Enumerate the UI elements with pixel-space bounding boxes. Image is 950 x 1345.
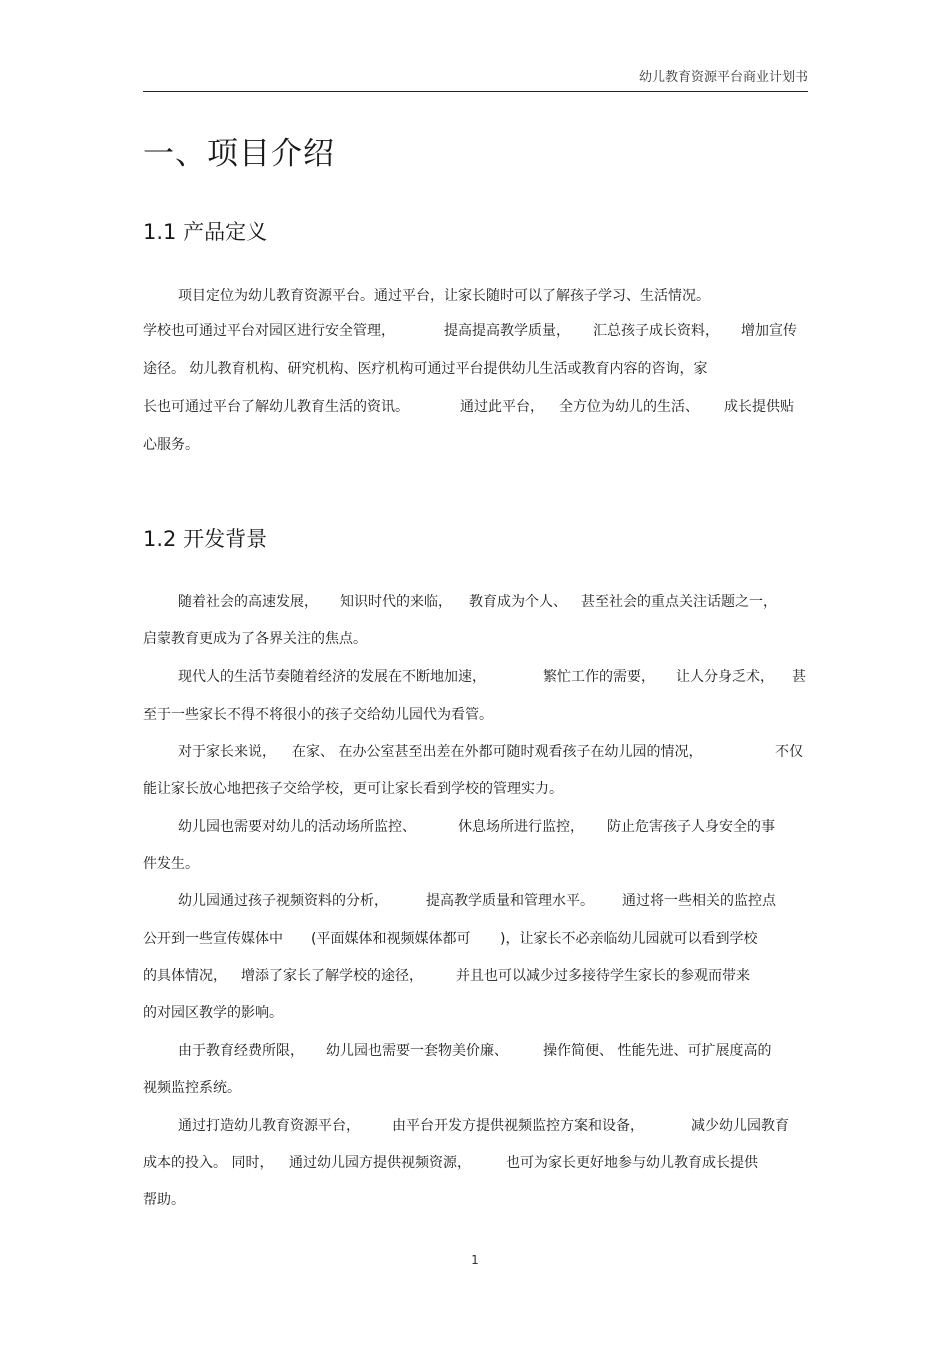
section-heading-1-1: 1.1 产品定义 xyxy=(143,220,268,244)
text-line: 在家、 在办公室甚至出差在外都可随时观看孩子在幼儿园的情况， xyxy=(292,744,703,760)
text-line: 甚 xyxy=(792,669,806,685)
text-line: 随着社会的高速发展， xyxy=(178,594,318,610)
text-line: 学校也可通过平台对园区进行安全管理， xyxy=(143,323,395,339)
text-line: 途径。 幼儿教育机构、研究机构、医疗机构可通过平台提供幼儿生活或教育内容的咨询，家 xyxy=(143,361,708,377)
text-line: 知识时代的来临， xyxy=(340,594,452,610)
text-line: 公开到一些宣传媒体中 xyxy=(143,931,283,947)
text-line: 通过将一些相关的监控点 xyxy=(622,893,776,909)
text-line: 能让家长放心地把孩子交给学校，更可让家长看到学校的管理实力。 xyxy=(143,781,563,797)
text-line: 并且也可以减少过多接待学生家长的参观而带来 xyxy=(456,968,750,984)
text-line: 成本的投入。 同时， xyxy=(143,1155,274,1171)
text-line: 不仅 xyxy=(775,744,803,760)
text-line: 心服务。 xyxy=(143,437,199,453)
text-line: 至于一些家长不得不将很小的孩子交给幼儿园代为看管。 xyxy=(143,707,493,723)
text-line: 项目定位为幼儿教育资源平台。通过平台，让家长随时可以了解孩子学习、生活情况。 xyxy=(178,288,710,304)
text-line: 增添了家长了解学校的途径， xyxy=(241,968,423,984)
text-line: 操作简便、 性能先进、可扩展度高的 xyxy=(543,1043,772,1059)
text-line: 通过打造幼儿教育资源平台， xyxy=(178,1118,360,1134)
text-line: 由于教育经费所限， xyxy=(178,1043,304,1059)
text-line: 让人分身乏术， xyxy=(676,669,774,685)
text-line: 对于家长来说， xyxy=(178,744,276,760)
text-line: 通过幼儿园方提供视频资源， xyxy=(289,1155,471,1171)
text-line: 也可为家长更好地参与幼儿教育成长提供 xyxy=(506,1155,758,1171)
text-line: 的具体情况， xyxy=(143,968,227,984)
text-line: 减少幼儿园教育 xyxy=(691,1118,789,1134)
text-line: 幼儿园也需要对幼儿的活动场所监控、 xyxy=(178,819,416,835)
text-line: )，让家长不必亲临幼儿园就可以看到学校 xyxy=(500,931,758,947)
text-line: 提高教学质量和管理水平。 xyxy=(426,893,594,909)
running-header: 幼儿教育资源平台商业计划书 xyxy=(638,70,808,85)
page-number: 1 xyxy=(471,1253,479,1267)
text-line: 幼儿园也需要一套物美价廉、 xyxy=(326,1043,508,1059)
text-line: 的对园区教学的影响。 xyxy=(143,1005,283,1021)
text-line: 教育成为个人、 xyxy=(469,594,567,610)
text-line: 视频监控系统。 xyxy=(143,1080,241,1096)
text-line: 防止危害孩子人身安全的事 xyxy=(607,819,775,835)
text-line: 幼儿园通过孩子视频资料的分析， xyxy=(178,893,388,909)
text-line: 启蒙教育更成为了各界关注的焦点。 xyxy=(143,631,367,647)
text-line: 提高提高教学质量， xyxy=(444,323,570,339)
text-line: 汇总孩子成长资料， xyxy=(593,323,719,339)
text-line: 现代人的生活节奏随着经济的发展在不断地加速， xyxy=(178,669,486,685)
text-line: 全方位为幼儿的生活、 xyxy=(559,399,699,415)
text-line: 由平台开发方提供视频监控方案和设备， xyxy=(392,1118,644,1134)
text-line: 件发生。 xyxy=(143,856,199,872)
text-line: 增加宣传 xyxy=(741,323,797,339)
chapter-title: 一、项目介绍 xyxy=(143,136,335,172)
text-line: 帮助。 xyxy=(143,1192,185,1208)
text-line: (平面媒体和视频媒体都可 xyxy=(311,931,471,947)
text-line: 通过此平台， xyxy=(460,399,544,415)
text-line: 休息场所进行监控， xyxy=(458,819,584,835)
text-line: 繁忙工作的需要， xyxy=(543,669,655,685)
text-line: 甚至社会的重点关注话题之一， xyxy=(581,594,777,610)
text-line: 长也可通过平台了解幼儿教育生活的资讯。 xyxy=(143,399,409,415)
text-line: 成长提供贴 xyxy=(724,399,794,415)
header-divider xyxy=(143,91,808,92)
section-heading-1-2: 1.2 开发背景 xyxy=(143,527,268,551)
